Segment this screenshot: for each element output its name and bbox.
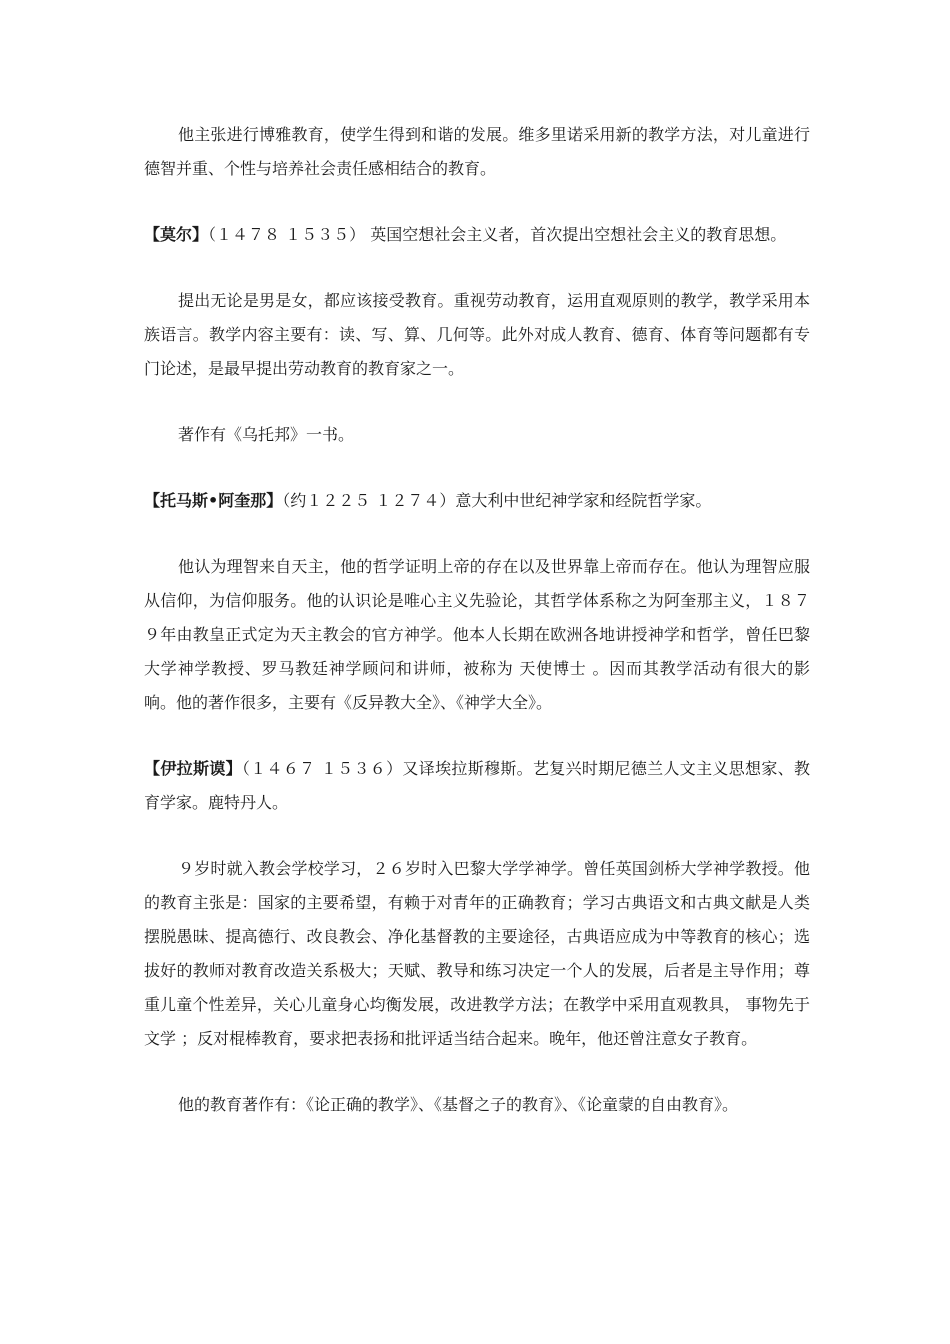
entry-heading: 【莫尔】	[144, 225, 209, 244]
entry-text: （约１２２５ １２７４）意大利中世纪神学家和经院哲学家。	[282, 491, 712, 510]
document-body	[144, 118, 810, 1154]
paragraph-erasmus-works	[144, 1088, 810, 1122]
paragraph-text: 他的教育著作有：《论正确的教学》、《基督之子的教育》、《论童蒙的自由教育》。	[178, 1095, 739, 1114]
paragraph-vittorino-education	[144, 118, 810, 186]
paragraph-text: ９岁时就入教会学校学习，２６岁时入巴黎大学学神学。曾任英国剑桥大学神学教授。他的教育主张是：国家的主要希望，有赖于对青年的正确教育；学习古典语文和古典文献是人类摆脱愚昧、提高德行、改良教会、净化基督教的主要途径，古典语应成为中等教育的核心；选拔好的教师对教育改造关系极大；天赋、教导和练习决定一个人的发展，后者是主导作用；尊重儿童个性差异，关心儿童身心均衡发展，改进教学方法；在教学中采用直观教具， 事物先于文学 ；反对棍棒教育，要求把表扬和批评适当结合起来。晚年，他还曾注意女子教育。	[144, 859, 810, 1048]
paragraph-more-ideas	[144, 284, 810, 386]
entry-more	[144, 218, 810, 252]
entry-text: （１４７８ １５３５） 英国空想社会主义者，首次提出空想社会主义的教育思想。	[208, 225, 787, 244]
entry-heading: 【伊拉斯谟】	[144, 759, 242, 778]
paragraph-text: 他认为理智来自天主，他的哲学证明上帝的存在以及世界靠上帝而存在。他认为理智应服从信仰，为信仰服务。他的认识论是唯心主义先验论，其哲学体系称之为阿奎那主义，１８７９年由教皇正式定为天主教会的官方神学。他本人长期在欧洲各地讲授神学和哲学，曾任巴黎大学神学教授、罗马教廷神学顾问和讲师，被称为 天使博士 。因而其教学活动有很大的影响。他的著作很多，主要有《反异教大全》、《神学大全》。	[144, 557, 810, 712]
paragraph-aquinas-ideas	[144, 550, 810, 720]
entry-text: （１４６７ １５３６）又译埃拉斯穆斯。艺复兴时期尼德兰人文主义思想家、教育学家。鹿特丹人。	[144, 759, 810, 812]
entry-heading: 【托马斯•阿奎那】	[144, 491, 283, 510]
paragraph-text: 著作有《乌托邦》一书。	[178, 425, 355, 444]
paragraph-more-works	[144, 418, 810, 452]
entry-erasmus	[144, 752, 810, 820]
paragraph-text: 他主张进行博雅教育，使学生得到和谐的发展。维多里诺采用新的教学方法，对儿童进行德智并重、个性与培养社会责任感相结合的教育。	[144, 125, 810, 178]
entry-aquinas	[144, 484, 810, 518]
paragraph-text: 提出无论是男是女，都应该接受教育。重视劳动教育，运用直观原则的教学，教学采用本族语言。教学内容主要有：读、写、算、几何等。此外对成人教育、德育、体育等问题都有专门论述，是最早提出劳动教育的教育家之一。	[144, 291, 810, 378]
paragraph-erasmus-ideas	[144, 852, 810, 1056]
